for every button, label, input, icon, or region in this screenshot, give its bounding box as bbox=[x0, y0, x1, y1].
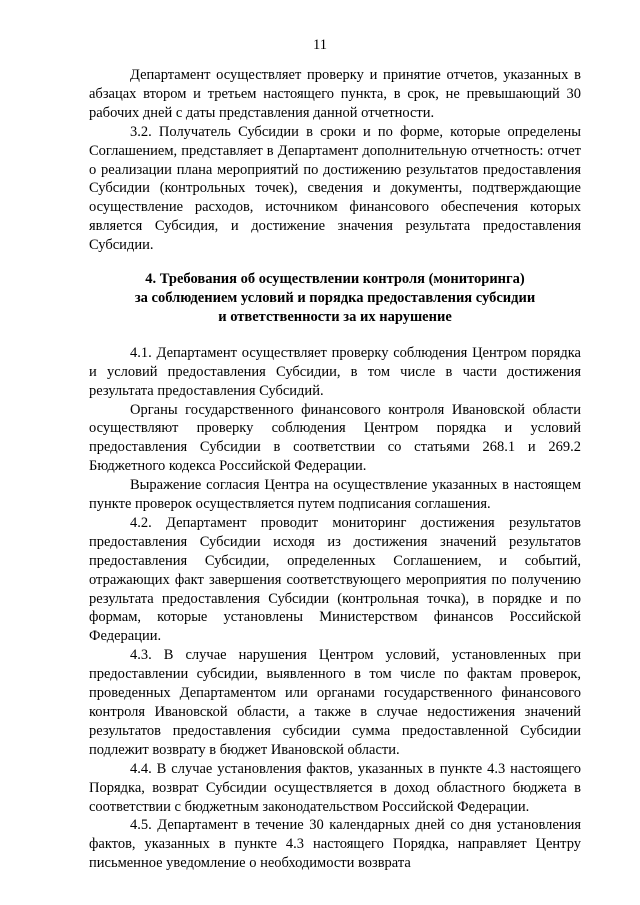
paragraph-reports-acceptance: Департамент осуществляет проверку и принятие отчетов, указанных в абзацах втором и третьем настоящего пункта, в срок, не превышающий 30 рабочих дней с даты представления данной отчетности. bbox=[89, 67, 581, 121]
section-4-heading bbox=[89, 270, 581, 327]
page-number: 11 bbox=[313, 37, 327, 53]
paragraph-financial-control: Органы государственного финансового контроля Ивановской области осуществляют проверку соблюдения Центром порядка и условий предоставления Субсидии в соответствии со статьями 268.1 и 269.2 Бюджетного кодекса Российской Федерации. bbox=[89, 401, 581, 475]
document-body bbox=[89, 66, 581, 873]
paragraph-4-3: 4.3. В случае нарушения Центром условий, установленных при предоставлении субсидии, выявленного в том числе по фактам проверок, проведенных Департаментом или органами государственного финансового контроля Ивановской области, а также в случае недостижения значений результатов предоставления субсидии сумма предоставленной Субсидии подлежит возврату в бюджет Ивановской области. bbox=[89, 647, 581, 758]
spacer bbox=[89, 255, 581, 270]
heading-line-1: 4. Требования об осуществлении контроля (мониторинга) bbox=[145, 271, 525, 288]
paragraph-4-5: 4.5. Департамент в течение 30 календарных дней со дня установления фактов, указанных в пункте 4.3 настоящего Порядка, направляет Центру письменное уведомление о необходимости возврата bbox=[89, 817, 581, 872]
paragraph-4-2: 4.2. Департамент проводит мониторинг достижения результатов предоставления Субсидии исходя из достижения значений результатов предоставления Субсидии, определенных Соглашением, и событий, отражающих факт завершения соответствующего мероприятия по получению результата предоставления Субсидии (контрольная точка), в порядке и по формам, которые установлены Министерством финансов Российской Федерации. bbox=[89, 514, 581, 645]
spacer bbox=[89, 327, 581, 344]
paragraph-consent: Выражение согласия Центра на осуществление указанных в настоящем пункте проверок осуществляется путем подписания соглашения. bbox=[89, 477, 581, 513]
paragraph-4-4: 4.4. В случае установления фактов, указанных в пункте 4.3 настоящего Порядка, возврат Субсидии осуществляется в доход областного бюджета в соответствии с бюджетным законодательством Российской Федерации. bbox=[89, 760, 581, 815]
paragraph-4-1: 4.1. Департамент осуществляет проверку соблюдения Центром порядка и условий предоставления Субсидии, в том числе в части достижения результата предоставления Субсидий. bbox=[89, 344, 581, 399]
heading-line-2: за соблюдением условий и порядка предоставления субсидии bbox=[134, 289, 536, 306]
paragraph-3-2: 3.2. Получатель Субсидии в сроки и по форме, которые определены Соглашением, представляет в Департамент дополнительную отчетность: отчет о реализации плана мероприятий по достижению результатов предоставления Субсидии (контрольных точек), сведения и документы, подтверждающие осуществление расходов, источником финансового обеспечения которых является Субсидия, и достижение значения результата предоставления Субсидии. bbox=[89, 123, 581, 254]
heading-line-3: и ответственности за их нарушение bbox=[218, 308, 452, 325]
